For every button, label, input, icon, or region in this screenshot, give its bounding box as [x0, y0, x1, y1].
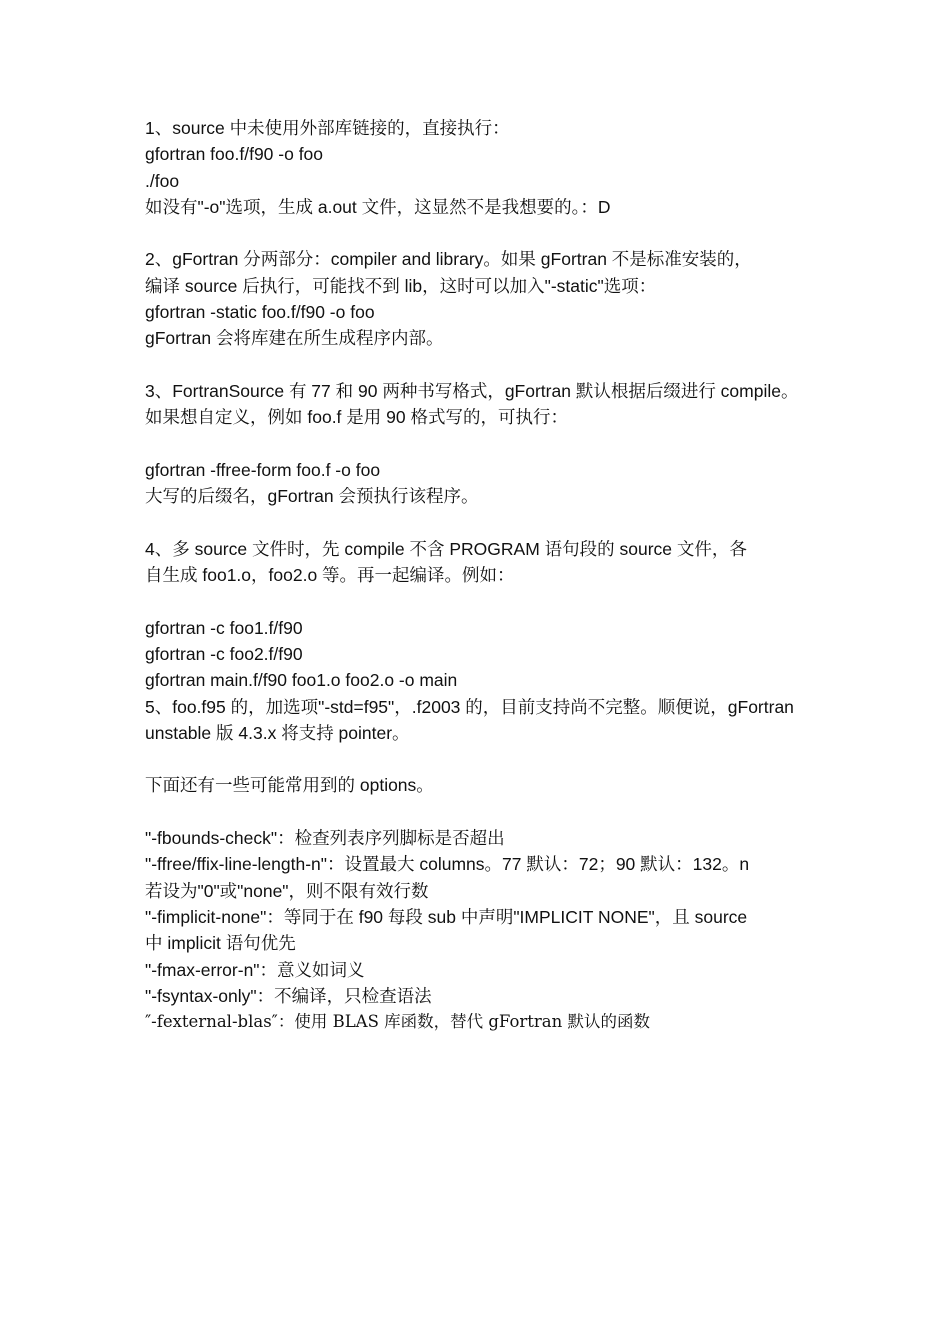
code-line: gfortran -static foo.f/f90 -o foo: [145, 302, 375, 323]
option-line: ″-fexternal-blas″：使用 BLAS 库函数，替代 gFortran 默认的函数: [145, 1012, 651, 1032]
option-line: "-fbounds-check"：检查列表序列脚标是否超出: [145, 828, 505, 849]
blank-line: [145, 431, 835, 457]
text-line: 如果想自定义，例如 foo.f 是用 90 格式写的，可执行：: [145, 407, 568, 428]
text-line: 1、source 中未使用外部库链接的，直接执行：: [145, 118, 510, 138]
text-line: 下面还有一些可能常用到的 options。: [145, 775, 434, 796]
text-line: 自生成 foo1.o，foo2.o 等。再一起编译。例如：: [145, 565, 515, 586]
code-line: gfortran -c foo2.f/f90: [145, 643, 303, 664]
blank-line: [145, 746, 835, 772]
blank-line: [145, 220, 835, 246]
text-line: 编译 source 后执行，可能找不到 lib，这时可以加入"-static"选项：: [145, 275, 657, 296]
option-line: 若设为"0"或"none"，则不限有效行数: [145, 880, 429, 901]
text-line: 2、gFortran 分两部分：compiler and library。如果 gFortran 不是标准安装的，: [145, 249, 752, 270]
blank-line: [145, 352, 835, 378]
code-line: gfortran -ffree-form foo.f -o foo: [145, 459, 381, 480]
text-line: 5、foo.f95 的，加选项"-std=f95"，.f2003 的，目前支持尚不完整。顺便说，gFortran: [145, 696, 794, 717]
option-line: "-fmax-error-n"：意义如词义: [145, 959, 365, 980]
text-line: 4、多 source 文件时，先 compile 不含 PROGRAM 语句段的 source 文件，各: [145, 538, 747, 559]
text-line: 如没有"-o"选项，生成 a.out 文件，这显然不是我想要的。：D: [145, 196, 611, 217]
blank-line: [145, 799, 835, 825]
option-line: "-fsyntax-only"：不编译，只检查语法: [145, 985, 432, 1006]
code-line: gfortran foo.f/f90 -o foo: [145, 144, 324, 165]
text-line: 大写的后缀名，gFortran 会预执行该程序。: [145, 486, 479, 507]
option-line: "-ffree/ffix-line-length-n"：设置最大 columns。77 默认：72；90 默认：132。n: [145, 854, 750, 875]
text-line: 3、FortranSource 有 77 和 90 两种书写格式，gFortran 默认根据后缀进行 compile。: [145, 380, 799, 401]
blank-line: [145, 588, 835, 614]
code-line: gfortran -c foo1.f/f90: [145, 617, 303, 638]
code-line: ./foo: [145, 170, 180, 191]
text-line: gFortran 会将库建在所生成程序内部。: [145, 328, 444, 349]
document-body: [145, 115, 835, 1035]
blank-line: [145, 509, 835, 535]
option-line: 中 implicit 语句优先: [145, 933, 296, 954]
option-line: "-fimplicit-none"：等同于在 f90 每段 sub 中声明"IMPLICIT NONE"，且 source: [145, 906, 748, 927]
text-line: unstable 版 4.3.x 将支持 pointer。: [145, 722, 410, 743]
code-line: gfortran main.f/f90 foo1.o foo2.o -o main: [145, 670, 458, 691]
